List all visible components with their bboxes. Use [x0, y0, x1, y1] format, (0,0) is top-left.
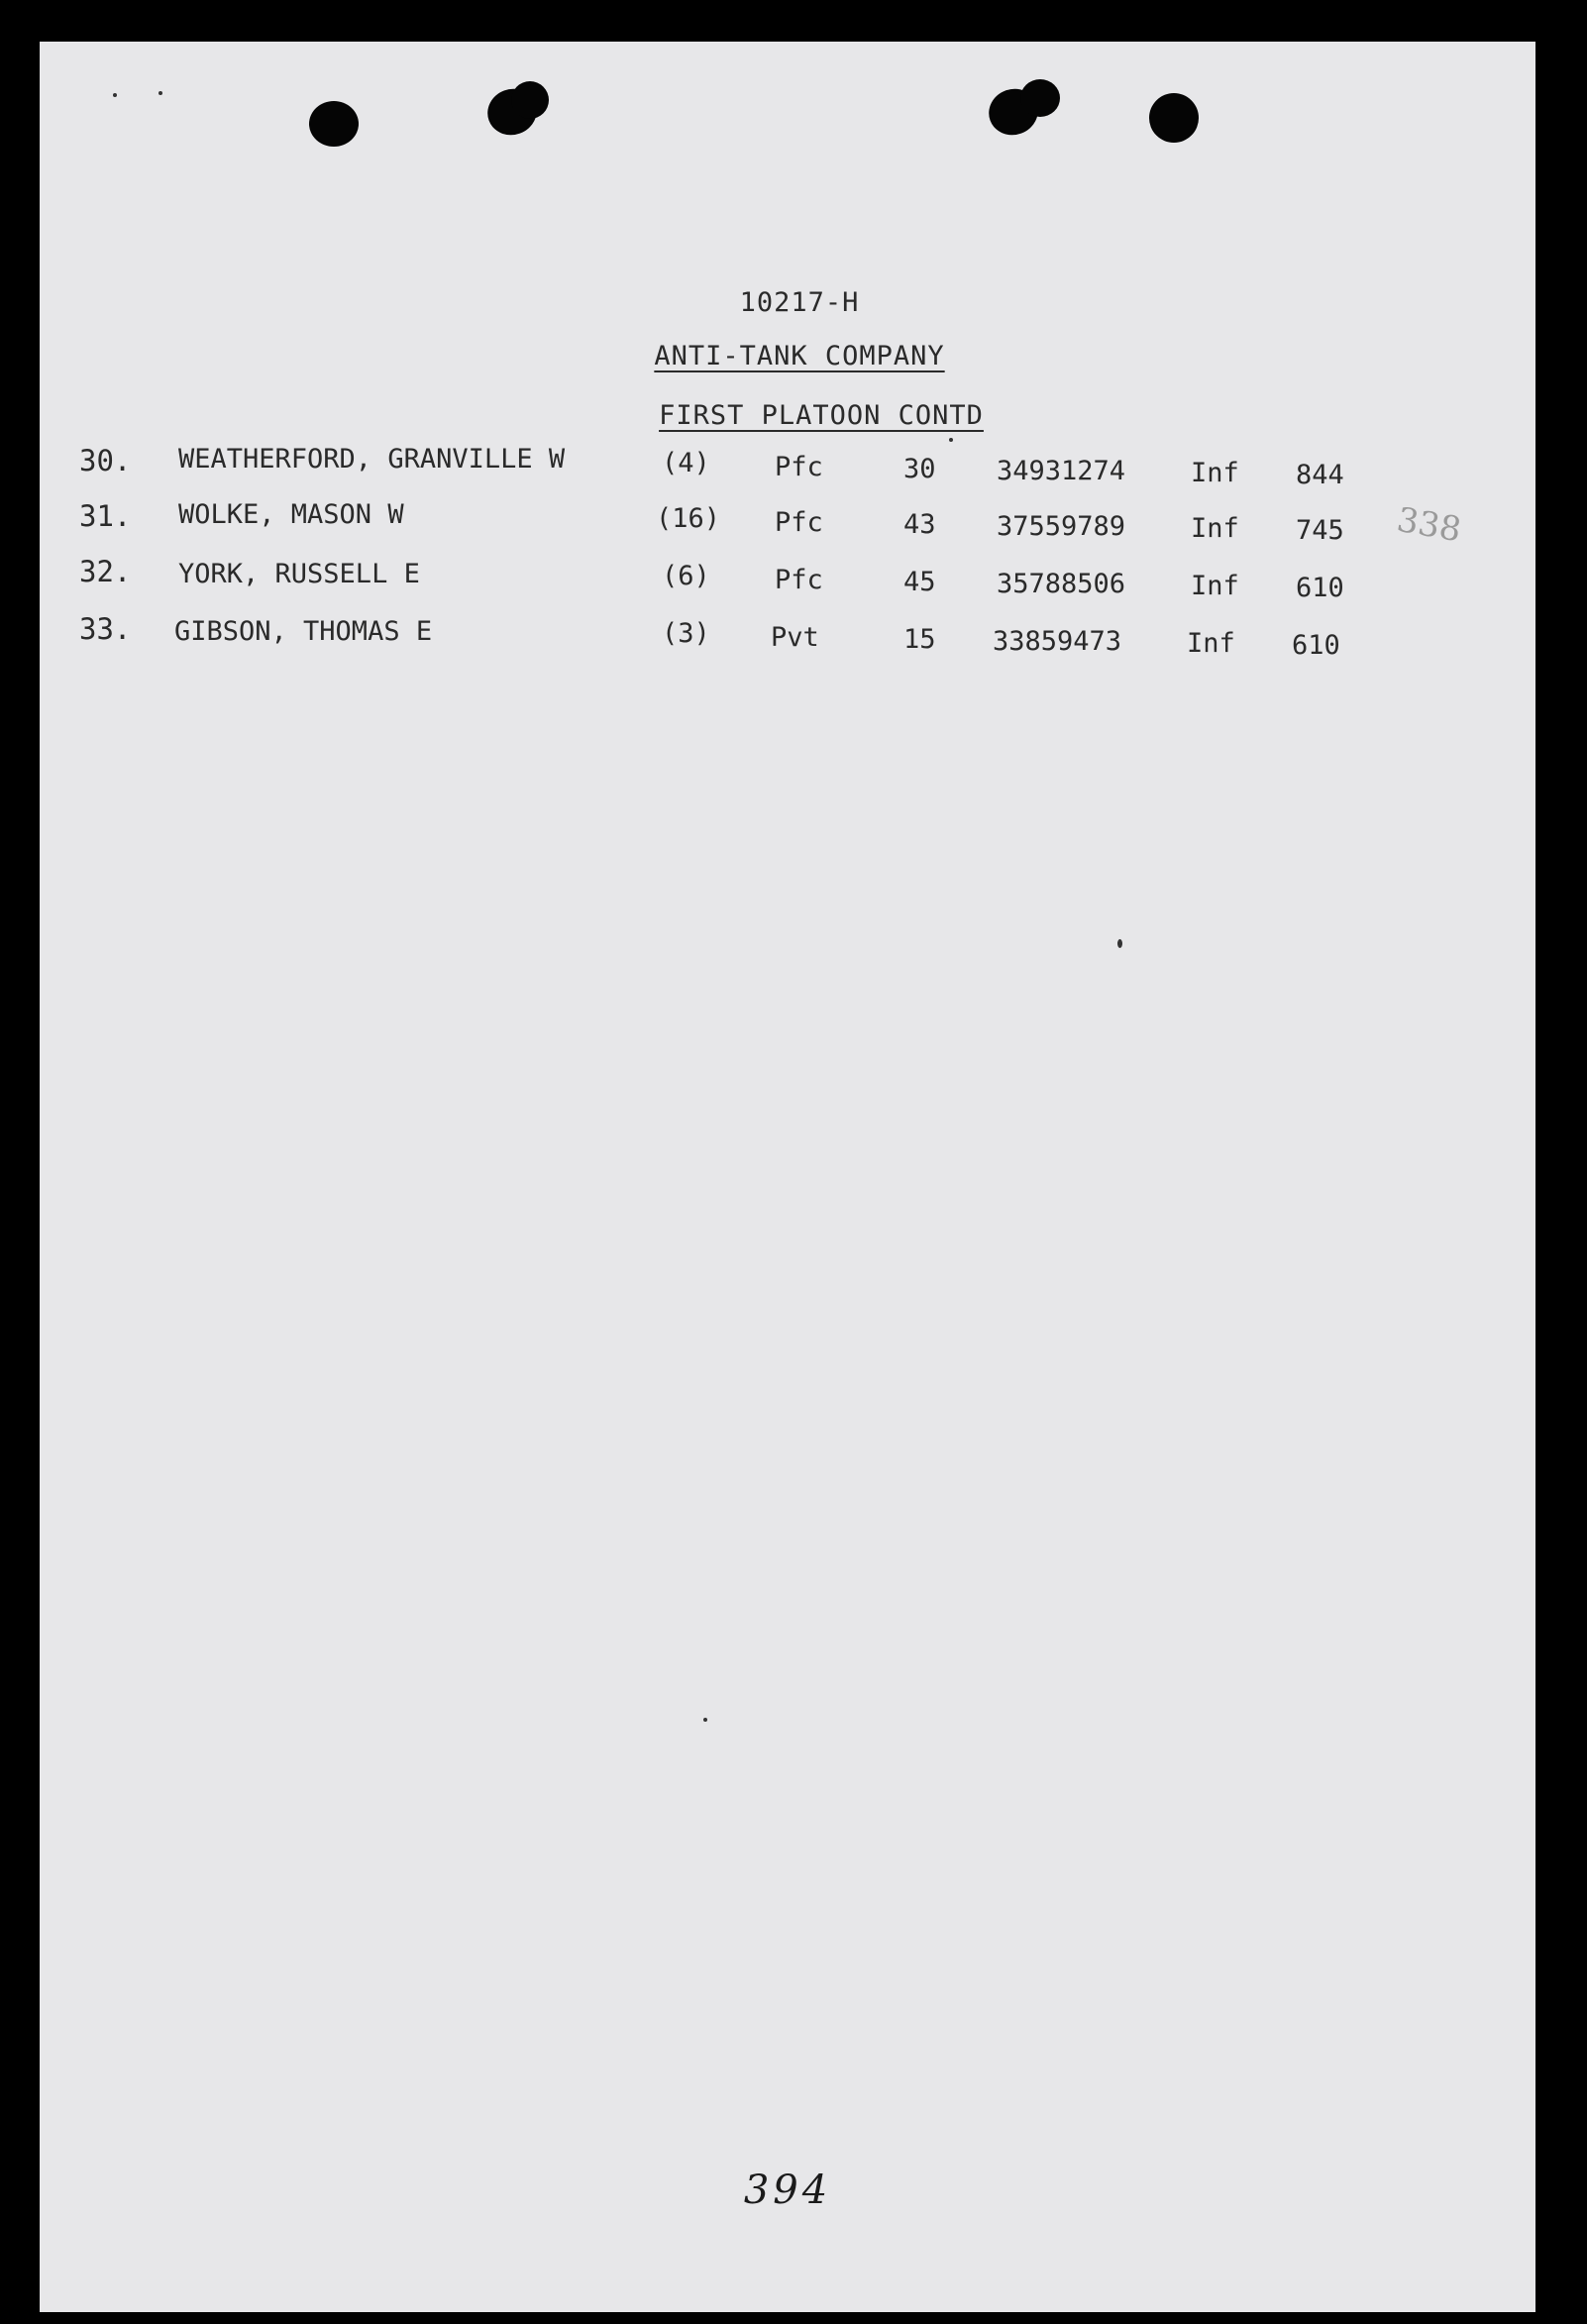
marginal-note: 338: [1394, 499, 1464, 551]
table-row: [40, 612, 1535, 661]
mos-code: 844: [1296, 460, 1344, 490]
entry-number: 32.: [79, 555, 132, 588]
soldier-name: WOLKE, MASON W: [178, 499, 404, 530]
branch: Inf: [1191, 458, 1239, 488]
table-row: [40, 444, 1535, 490]
soldier-name: YORK, RUSSELL E: [178, 559, 420, 589]
table-row: [40, 555, 1535, 603]
entry-number: 31.: [79, 499, 132, 533]
age: 15: [903, 624, 936, 655]
serial-number: 37559789: [997, 511, 1126, 542]
group-number: (4): [662, 448, 710, 478]
soldier-name: WEATHERFORD, GRANVILLE W: [178, 444, 566, 475]
entry-number: 30.: [79, 444, 132, 477]
section-heading: FIRST PLATOON CONTD: [659, 400, 984, 431]
page-number: 394: [743, 2167, 832, 2213]
file-number: 10217-H: [739, 287, 860, 318]
mos-code: 610: [1296, 573, 1344, 603]
branch: Inf: [1191, 513, 1239, 544]
entry-number: 33.: [79, 612, 132, 646]
serial-number: 34931274: [997, 456, 1126, 486]
company-heading: ANTI-TANK COMPANY: [654, 341, 945, 371]
serial-number: 33859473: [993, 626, 1122, 657]
document-page: [40, 42, 1535, 2312]
branch: Inf: [1191, 571, 1239, 601]
rank: Pvt: [771, 622, 819, 653]
rank: Pfc: [775, 565, 823, 595]
mos-code: 745: [1296, 515, 1344, 546]
roster-table: [40, 42, 1535, 2312]
rank: Pfc: [775, 507, 823, 538]
mos-code: 610: [1292, 630, 1340, 661]
table-row: [40, 499, 1535, 546]
age: 45: [903, 567, 936, 597]
group-number: (3): [662, 618, 710, 649]
group-number: (16): [656, 503, 721, 534]
branch: Inf: [1187, 628, 1235, 659]
rank: Pfc: [775, 452, 823, 482]
soldier-name: GIBSON, THOMAS E: [174, 616, 433, 647]
serial-number: 35788506: [997, 569, 1126, 599]
age: 43: [903, 509, 936, 540]
group-number: (6): [662, 561, 710, 591]
age: 30: [903, 454, 936, 484]
